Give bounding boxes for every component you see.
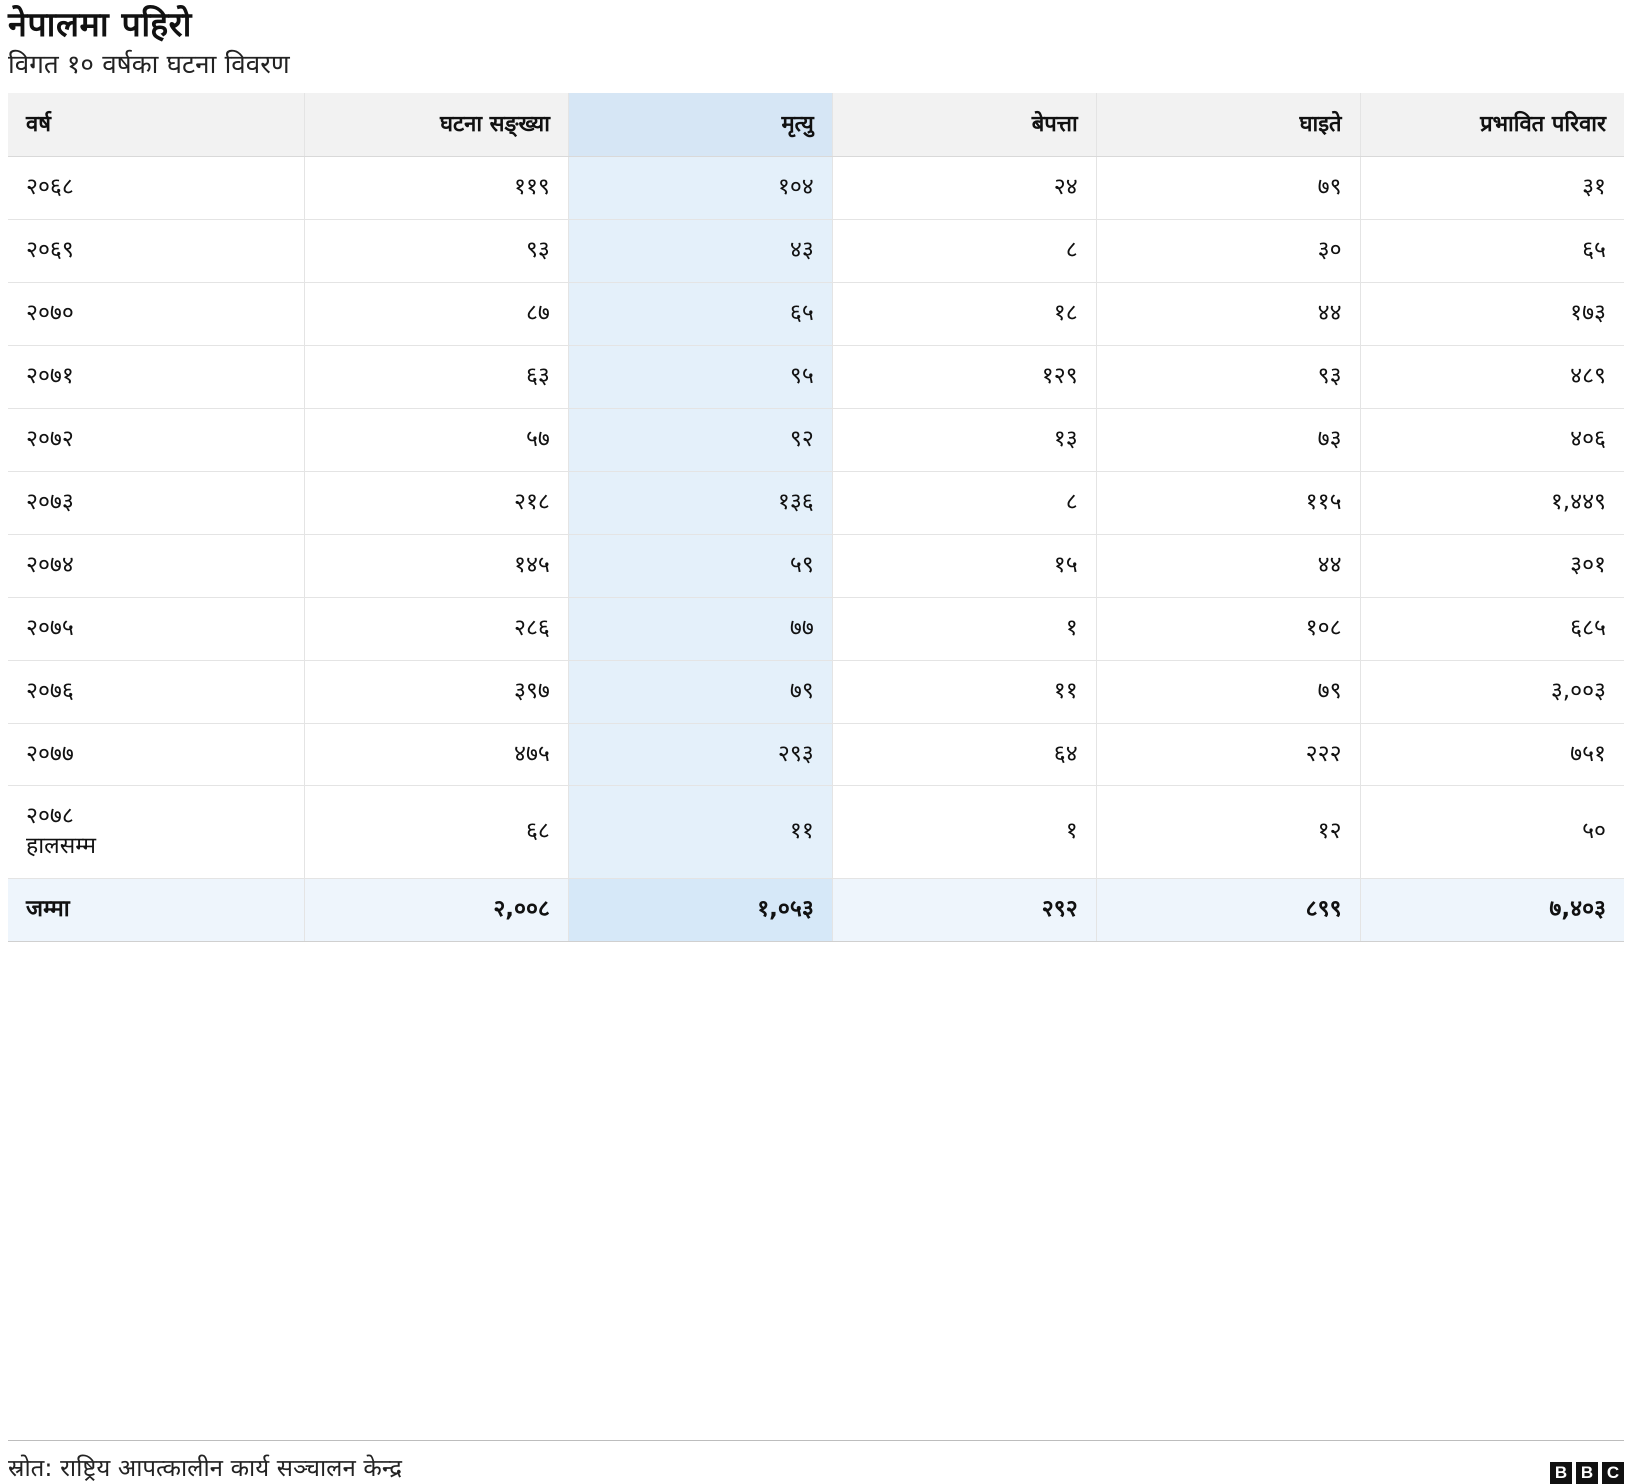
cell-year: २०७१	[8, 346, 305, 409]
cell-missing: ११	[832, 660, 1096, 723]
cell-deaths: ४३	[568, 220, 832, 283]
table-row	[8, 660, 1624, 723]
table-header-row	[8, 93, 1624, 157]
cell-year: २०७५	[8, 597, 305, 660]
column-header-missing: बेपत्ता	[832, 93, 1096, 157]
cell-deaths: १०४	[568, 157, 832, 220]
cell-year-line1: २०७८	[26, 803, 74, 830]
cell-affected-families: ७५१	[1360, 723, 1624, 786]
table-row	[8, 723, 1624, 786]
cell-year: २०७७	[8, 723, 305, 786]
cell-affected-families: १७३	[1360, 283, 1624, 346]
cell-missing: १२९	[832, 346, 1096, 409]
bbc-logo-letter-2: B	[1576, 1462, 1598, 1484]
bbc-logo-letter-1: B	[1550, 1462, 1572, 1484]
cell-affected-families: ३१	[1360, 157, 1624, 220]
cell-year: २०७०	[8, 283, 305, 346]
cell-year: २०७२	[8, 409, 305, 472]
source-note: स्रोत: राष्ट्रिय आपत्कालीन कार्य सञ्चालन केन्द्र	[8, 1454, 402, 1482]
column-header-injured: घाइते	[1096, 93, 1360, 157]
table-row	[8, 346, 1624, 409]
column-header-deaths: मृत्यु	[568, 93, 832, 157]
cell-year: २०७६	[8, 660, 305, 723]
table-header	[8, 93, 1624, 157]
cell-incidents: ८७	[305, 283, 569, 346]
cell-affected-families: ५०	[1360, 786, 1624, 879]
column-header-incidents: घटना सङ्ख्या	[305, 93, 569, 157]
cell-missing: १८	[832, 283, 1096, 346]
cell-deaths: ११	[568, 786, 832, 879]
cell-injured: ९३	[1096, 346, 1360, 409]
table-row	[8, 157, 1624, 220]
cell-year: २०६८	[8, 157, 305, 220]
bbc-logo	[1550, 1462, 1624, 1484]
cell-missing: १	[832, 597, 1096, 660]
cell-year: २०६९	[8, 220, 305, 283]
cell-affected-families: ४८९	[1360, 346, 1624, 409]
cell-affected-families: ४०६	[1360, 409, 1624, 472]
cell-deaths: ७९	[568, 660, 832, 723]
cell-incidents: ५७	[305, 409, 569, 472]
cell-incidents: ९३	[305, 220, 569, 283]
cell-injured: ४४	[1096, 283, 1360, 346]
cell-injured: ७९	[1096, 157, 1360, 220]
cell-missing: ८	[832, 220, 1096, 283]
cell-affected-families: १,४४९	[1360, 471, 1624, 534]
cell-incidents: १४५	[305, 534, 569, 597]
page-subtitle: विगत १० वर्षका घटना विवरण	[8, 50, 290, 81]
cell-total-missing: २९२	[832, 879, 1096, 942]
cell-missing: १३	[832, 409, 1096, 472]
cell-injured: ७३	[1096, 409, 1360, 472]
cell-incidents: ६८	[305, 786, 569, 879]
cell-deaths: ९५	[568, 346, 832, 409]
cell-deaths: ७७	[568, 597, 832, 660]
footer	[8, 1440, 1624, 1484]
cell-total-injured: ८९९	[1096, 879, 1360, 942]
cell-injured: २२२	[1096, 723, 1360, 786]
cell-missing: ६४	[832, 723, 1096, 786]
cell-injured: ७९	[1096, 660, 1360, 723]
table-row	[8, 597, 1624, 660]
cell-deaths: १३६	[568, 471, 832, 534]
table-row	[8, 409, 1624, 472]
table-total-row	[8, 879, 1624, 942]
cell-affected-families: ३,००३	[1360, 660, 1624, 723]
cell-incidents: ११९	[305, 157, 569, 220]
page-title: नेपालमा पहिरो	[8, 5, 192, 45]
cell-year: २०७४	[8, 534, 305, 597]
cell-incidents: ४७५	[305, 723, 569, 786]
cell-deaths: ९२	[568, 409, 832, 472]
column-header-year: वर्ष	[8, 93, 305, 157]
table-row	[8, 786, 1624, 879]
cell-year: २०७३	[8, 471, 305, 534]
cell-missing: २४	[832, 157, 1096, 220]
cell-injured: ३०	[1096, 220, 1360, 283]
cell-incidents: ६३	[305, 346, 569, 409]
cell-incidents: २१८	[305, 471, 569, 534]
cell-year	[8, 786, 305, 879]
bbc-logo-letter-3: C	[1602, 1462, 1624, 1484]
cell-deaths: ६५	[568, 283, 832, 346]
table-body	[8, 157, 1624, 942]
cell-incidents: २८६	[305, 597, 569, 660]
cell-missing: १५	[832, 534, 1096, 597]
cell-injured: ४४	[1096, 534, 1360, 597]
cell-injured: १२	[1096, 786, 1360, 879]
table-row	[8, 534, 1624, 597]
table-row	[8, 220, 1624, 283]
cell-incidents: ३९७	[305, 660, 569, 723]
cell-missing: ८	[832, 471, 1096, 534]
table-row	[8, 283, 1624, 346]
cell-deaths: ५९	[568, 534, 832, 597]
cell-total-label: जम्मा	[8, 879, 305, 942]
cell-year-line2: हालसम्म	[26, 833, 96, 860]
table-row	[8, 471, 1624, 534]
cell-deaths: २९३	[568, 723, 832, 786]
cell-total-incidents: २,००८	[305, 879, 569, 942]
cell-total-deaths: १,०५३	[568, 879, 832, 942]
cell-missing: १	[832, 786, 1096, 879]
cell-injured: ११५	[1096, 471, 1360, 534]
column-header-affected-families: प्रभावित परिवार	[1360, 93, 1624, 157]
cell-affected-families: ३०१	[1360, 534, 1624, 597]
cell-affected-families: ६५	[1360, 220, 1624, 283]
cell-injured: १०८	[1096, 597, 1360, 660]
landslide-data-table	[8, 93, 1624, 942]
cell-total-affected-families: ७,४०३	[1360, 879, 1624, 942]
cell-affected-families: ६८५	[1360, 597, 1624, 660]
